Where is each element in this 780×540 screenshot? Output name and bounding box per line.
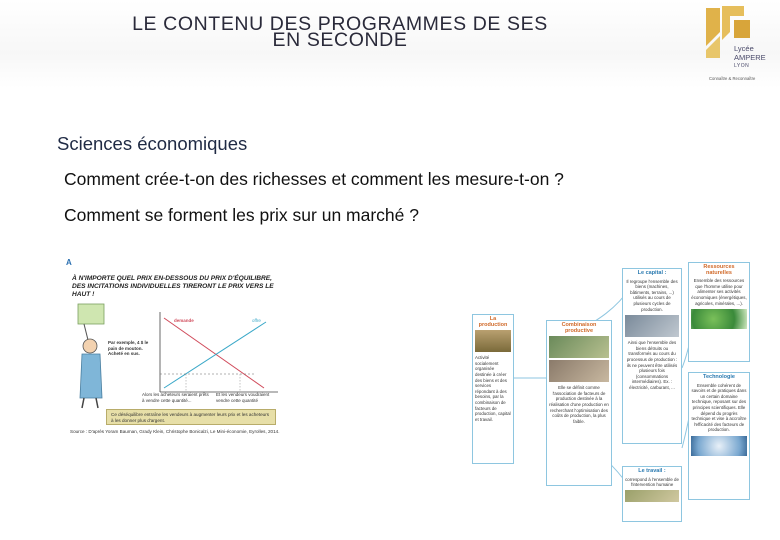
- cartoon-caption: À N'IMPORTE QUEL PRIX EN-DESSOUS DU PRIX D'ÉQUILIBRE, DES INCITATIONS INDIVIDUELLES TIRERONT LE PRIX VERS LE HAUT !: [72, 275, 274, 298]
- slide-title-line1: LE CONTENU DES PROGRAMMES DE SES: [132, 13, 548, 35]
- capital-text-2: Ainsi que l'ensemble des biens détruits ou transformés au cours du processus de production : ils ne peuvent être utilisés plusieurs fois (consommations intermédiaires). Ex. : électricité, carburant, ...: [626, 340, 678, 390]
- label-sellers: Et les vendeurs voudraient vendre cette quantité: [216, 392, 270, 403]
- combination-title: Combinaison productive: [561, 322, 597, 334]
- figure-body: [80, 354, 102, 398]
- section-heading: Sciences économiques: [57, 133, 248, 154]
- technology-title: Technologie: [703, 374, 735, 380]
- resources-title: Ressources naturelles: [703, 264, 735, 276]
- box-resources: [688, 262, 750, 362]
- label-example: Par exemple, 4 $ le pain de mouton. Acheté en sus.: [108, 340, 149, 356]
- box-production: [472, 314, 514, 464]
- labour-text: correspond à l'ensemble de l'intervention humaine: [625, 476, 679, 488]
- logo-line2: AMPERE: [734, 53, 766, 62]
- combination-photo-1: [549, 336, 609, 358]
- logo-tagline: Connaître & Reconnaître: [709, 76, 756, 81]
- resources-text: Ensemble des ressources que l'homme utilise pour alimenter ses activités économiques (énergétiques, agricoles, minérales, ...).: [691, 278, 747, 306]
- demand-curve: [164, 318, 264, 388]
- question-2: Comment se forment les prix sur un marché ?: [64, 205, 419, 225]
- box-technology: [688, 372, 750, 500]
- labour-photo: [625, 490, 679, 502]
- labour-title: Le travail :: [638, 468, 666, 474]
- resources-photo: [691, 309, 747, 329]
- lycee-ampere-logo: [700, 2, 770, 82]
- production-title: La production: [478, 316, 508, 328]
- capital-text: Il regroupe l'ensemble des biens (machines, bâtiments, terrains, ...) utilisés au cours de plusieurs cycles de production.: [626, 278, 678, 312]
- label-supply: offre: [252, 318, 261, 323]
- slide-title: [90, 13, 590, 51]
- technology-photo: [691, 436, 747, 456]
- logo-line1: Lycée: [734, 44, 754, 53]
- combination-photo-2: [549, 360, 609, 382]
- production-text: Activité socialement organisée destinée à créer des biens et des services répondant à des besoins, par la combinaison de facteurs de production, capital et travail.: [475, 355, 511, 422]
- slide-title-line2: EN SECONDE: [272, 29, 408, 51]
- question-1: Comment crée-t-on des richesses et comment les mesure-t-on ?: [64, 169, 564, 189]
- figure-head: [83, 339, 97, 353]
- logo-line3: LYON: [734, 63, 750, 69]
- cartoon-explanation-box: Ce déséquilibre entraîne les vendeurs à augmenter leurs prix et les acheteurs à les donner plus d'argent.: [106, 409, 276, 425]
- figure-sign: [78, 304, 104, 324]
- cartoon-letter: A: [66, 258, 72, 267]
- box-combination: [546, 320, 612, 486]
- production-diagram: [470, 258, 755, 524]
- capital-photo: [625, 315, 679, 337]
- label-buyers: Alors les acheteurs seraient prêts à vendre cette quantité...: [142, 392, 209, 403]
- technology-text: Ensemble cohérent de savoirs et de pratiques dans un certain domaine technique, reposant sur des principes scientifiques. Elle dépend du progrès technique et vise à accroître l'efficacité des facteurs de production.: [691, 382, 747, 433]
- label-demand: demande: [174, 318, 194, 323]
- combination-text: Elle se définit comme l'association de facteurs de production destinée à la réalisation d'une production en recherchant l'optimisation des coûts de production, la plus faible.: [549, 385, 609, 424]
- cartoon-source: Source : D'après Yoram Bauman, Grady Klein, Christophe Bonicalzi, Le Mini-économie, Eyrolles, 2014.: [70, 429, 280, 434]
- production-photo: [475, 330, 511, 352]
- cartoon-illustration: [64, 258, 286, 444]
- box-labour: [622, 466, 682, 522]
- capital-title: Le capital :: [637, 270, 667, 276]
- box-capital: [622, 268, 682, 444]
